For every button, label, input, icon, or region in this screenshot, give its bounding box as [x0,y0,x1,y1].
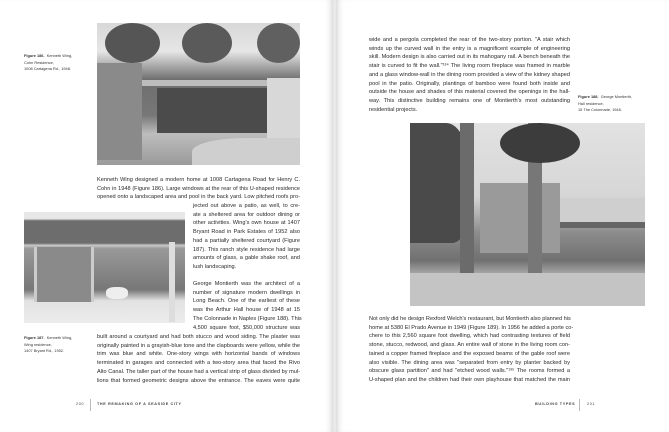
running-head: BUILDING TYPES [535,402,576,406]
figure-188-photo-hall-residence [410,123,645,306]
paragraph-wing-narrow: jected out above a patio, as well, to cre- ate a sheltered area for outdoor dining or other activities. Wing's own house at 1407 Bryant Road in Park Estates of 1952 also had a partially sheltered courtyard (Figure 187). This ranch style residence had large amounts of glass, a gable shake roof, and lush landscaping. [193,203,300,270]
figure-186-photo-cohn-residence [97,23,300,165]
footer-divider [90,399,91,411]
figure-187-photo-wing-residence [24,212,185,323]
footer-divider [579,399,580,411]
paragraph-wing-intro: Kenneth Wing designed a modern home at 1008 Cartagena Road for Henry C. Cohn in 1948 (Figure 186). Large windows at the rear of this U-shaped residence opened onto a landscaped area and pool in the back yard. Low pitched roofs pro- [97,177,300,201]
right-page [336,0,669,432]
running-head: THE REMAKING OF A SEASIDE CITY [97,402,182,406]
left-page [0,0,333,432]
paragraph-montierth-narrow: George Montierth was the architect of a number of signature modern dwellings in Long Beach. One of the earliest of these was the Arthur Hall house of 1948 at 15 The Colonnade in Naples (Figure 188). This 4,500 square foot, $50,000 structure was [193,281,302,331]
paragraph-hall-house: wide and a pergola completed the rear of the two-story portion. "A stair which winds up the curved wall in the entry is a magnificent example of engineering skill. Modern design is also carried out in its mahogany rail. A bench beneath the stair is curved to fit the wall."¹³⁴ The living room fireplace was framed in marble and a glass window-wall in the dining room provided a view of the kidney shaped pool in the patio. Originally, plantings of bamboo were found both inside and outside the house and shades of this material covered the openings in the hall- way. This distinctive building remains one of Montierth's most outstanding residential projects. [369,37,570,113]
figure-188-caption: Figure 188. George Montierth, Hall residence, 15 The Colonnade, 1948. [578,94,633,112]
paragraph-montierth-wide: built around a courtyard and had both stucco and wood siding. The plaster was originally painted in a grayish-blue tone and the clapboards were yellow, while the trim was blue and white. One-story wings with horizontal bands of windows terminated in garages and connected with a two-story area that faced the Rivo Alto Canal. The taller part of the house had a vertical strip of glass divided by mul- lions that formed geometric designs above the entrance. The eaves were quite [97,334,300,384]
page-number: 200 [76,402,85,406]
page-number: 201 [587,402,596,406]
figure-186-caption: Figure 186. Kenneth Wing, Cohn Residence, 1008 Cartagena Rd., 1948. [24,53,73,71]
figure-187-caption: Figure 187. Kenneth Wing, Wing residence, 1407 Bryant Rd., 1952. [24,335,73,353]
paragraph-montierth-home: Not only did he design Rexford Welch's restaurant, but Montierth also planned his home at 5380 El Prado Avenue in 1949 (Figure 189). In 1956 he added a porte co- chere to this 2,560 square foot dwelling, which had contrasting textures of field stone, stucco, redwood, and glass. An entire wall of stone in the living room con- tained a copper framed fireplace and the exposed beams of the gable roof were also visible. The dining area was "separated from entry by planter backed by obscure glass partition" and had "etched wood walls."¹³⁵ The rooms formed a U-shaped plan and the children had their own playhouse that matched the main [369,316,574,383]
